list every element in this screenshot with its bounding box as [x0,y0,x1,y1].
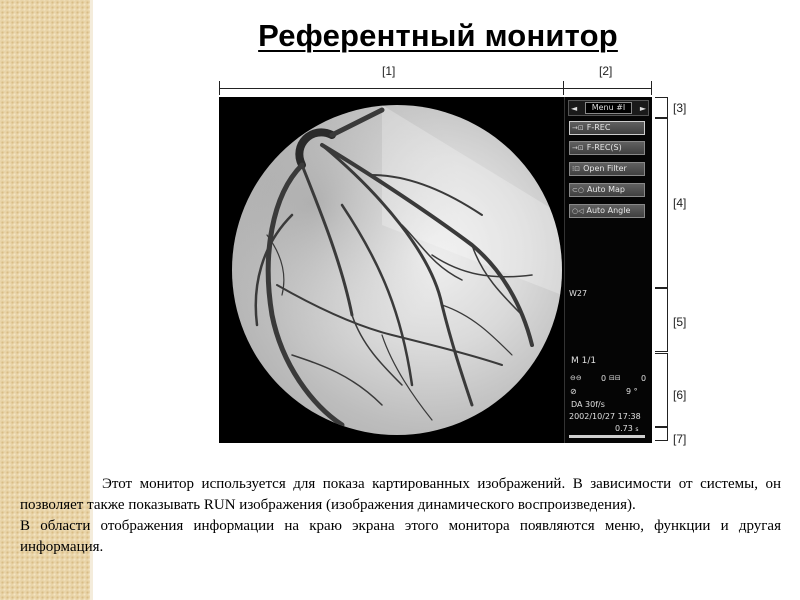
reference-monitor [219,97,651,443]
open-filter-label: Open Filter [583,164,627,173]
label-2: [2] [599,64,613,78]
f-rec-s-label: F-REC(S) [586,143,622,152]
filter-icon: ⁞⊡ [572,165,581,173]
bracket-6 [655,353,668,427]
paragraph-2: В области отображения информации на краю экрана этого монитора появляются меню, функции и другая информация. [20,518,781,555]
auto-map-button[interactable] [569,183,645,197]
f-rec-button[interactable] [569,121,645,135]
bracket-7 [655,427,668,441]
menu-prev-icon[interactable]: ◄ [571,103,578,113]
angle-icon-small: ⊘ [570,387,577,396]
dimension-tick [651,81,652,95]
auto-map-label: Auto Map [586,185,625,194]
dimension-line-2 [563,88,651,89]
record-series-icon: →⊡ [572,144,584,152]
map-icon: ⊂○ [572,186,584,194]
coronary-vessels-graphic [232,105,562,435]
record-icon: →⊡ [572,124,584,132]
label-5: [5] [673,315,687,329]
date-time: 2002/10/27 17:38 [569,412,641,421]
label-7: [7] [673,432,687,446]
lr-value: 0 [601,374,607,383]
menu-next-icon[interactable]: ► [639,103,646,113]
f-rec-label: F-REC [586,123,611,132]
angle-value: 9 ° [626,387,638,396]
angle-icon: ○◁ [572,207,584,215]
label-4: [4] [673,196,687,210]
time-value: 0.73 [615,424,633,433]
bracket-5 [655,288,668,352]
menu-bar [568,100,649,116]
paragraph-1: Этот монитор используется для показа картированных изображений. В зависимости от системы, он позволяет также показывать RUN изображения (изображения динамического воспроизведения). [20,476,781,513]
lr-icon: ⊖⊖ [570,374,582,382]
time-unit: s [635,426,639,433]
image-display-area [219,97,564,443]
menu-title: Menu #I [585,102,633,114]
label-6: [6] [673,388,687,402]
time-readout [615,424,639,433]
frame-rate: DA 30f/s [571,400,605,409]
f-rec-s-button[interactable] [569,141,645,155]
open-filter-button[interactable] [569,162,645,176]
progress-bar [569,435,645,438]
dimension-tick [219,81,220,95]
mode-readout: M 1/1 [571,356,597,366]
label-1: [1] [382,64,396,78]
bracket-3 [655,97,668,118]
auto-angle-button[interactable] [569,204,645,218]
label-3: [3] [673,101,687,115]
info-panel [564,97,652,443]
cc-value: 0 [641,374,647,383]
body-text [20,474,781,558]
window-readout: W27 [569,289,588,298]
angiography-image [232,105,562,435]
bracket-4 [655,118,668,288]
dimension-line-1 [219,88,563,89]
cc-icon: ⊟⊟ [609,374,621,382]
auto-angle-label: Auto Angle [586,206,631,215]
slide-title: Референтный монитор [258,18,618,53]
